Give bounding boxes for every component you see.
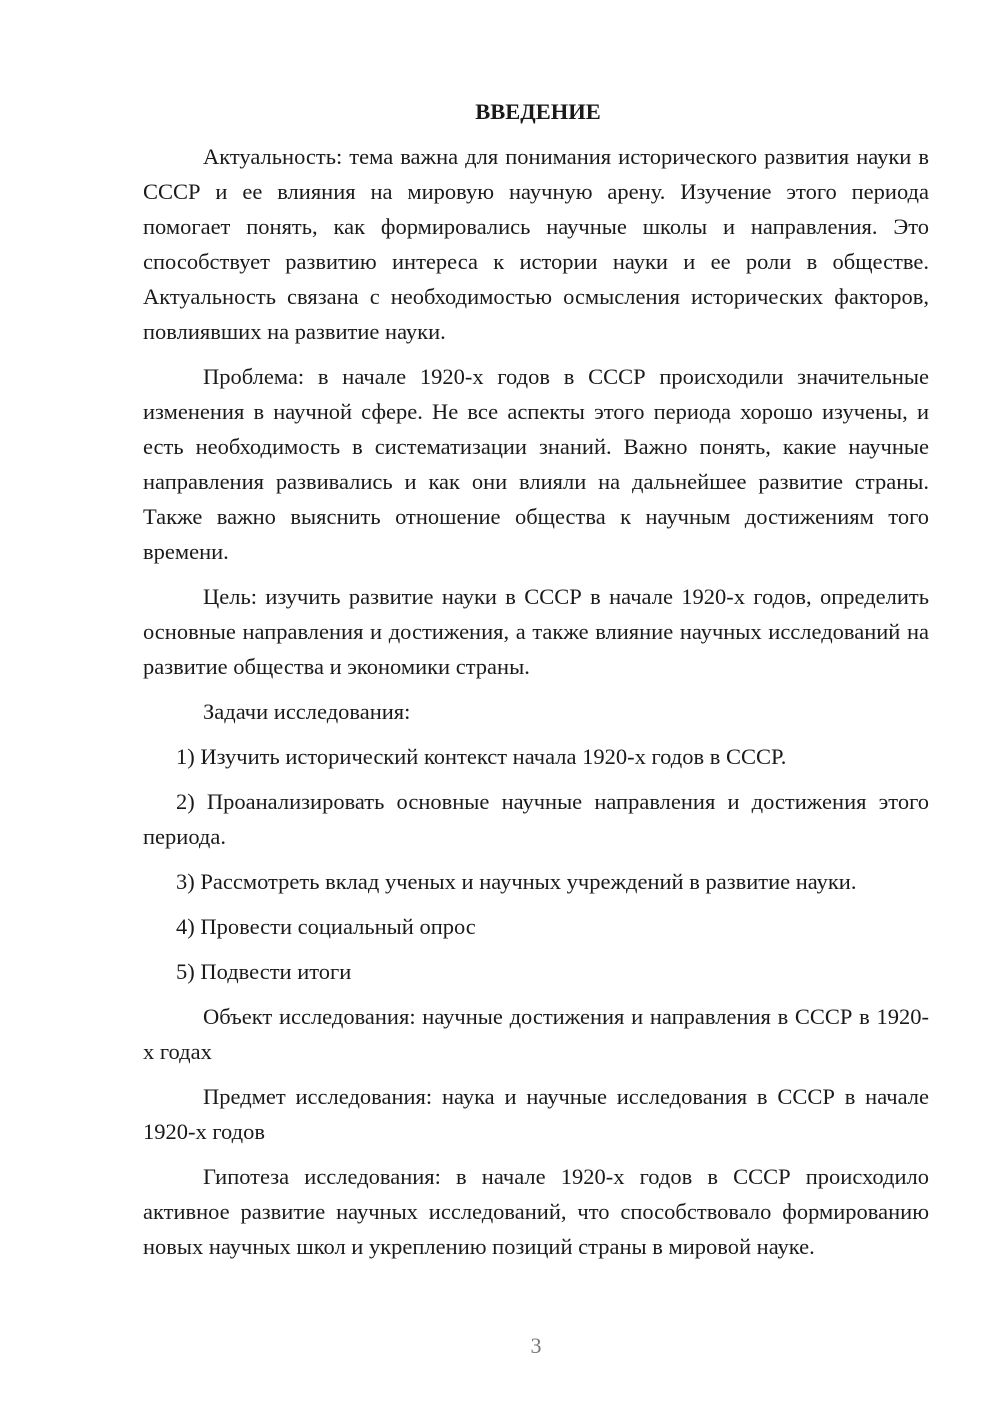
hypothesis-paragraph: Гипотеза исследования: в начале 1920-х годов в СССР происходило активное развитие научных исследований, что способствовало формированию новых научных школ и укреплению позиций страны в мировой науке. [143, 1164, 929, 1259]
task-item: 3) Рассмотреть вклад ученых и научных учреждений в развитие науки. [176, 869, 857, 894]
page-number: 3 [530, 1333, 542, 1358]
problem-paragraph: Проблема: в начале 1920-х годов в СССР происходили значительные изменения в научной сфере. Не все аспекты этого периода хорошо изучены, и есть необходимость в систематизации знаний. Важно понять, какие научные направления развивались и как они влияли на дальнейшее развитие страны. Также важно выяснить отношение общества к научным достижениям того времени. [143, 364, 929, 564]
section-title: ВВЕДЕНИЕ [475, 99, 601, 124]
goal-paragraph: Цель: изучить развитие науки в СССР в начале 1920-х годов, определить основные направления и достижения, а также влияние научных исследований на развитие общества и экономики страны. [143, 584, 929, 679]
task-item: 4) Провести социальный опрос [176, 914, 476, 939]
task-item: 5) Подвести итоги [176, 959, 352, 984]
task-item: 2) Проанализировать основные научные направления и достижения этого периода. [143, 789, 929, 849]
task-item: 1) Изучить исторический контекст начала 1920-х годов в СССР. [176, 744, 787, 769]
tasks-heading: Задачи исследования: [203, 699, 411, 724]
object-paragraph: Объект исследования: научные достижения и направления в СССР в 1920-х годах [143, 1004, 929, 1064]
relevance-paragraph: Актуальность: тема важна для понимания исторического развития науки в СССР и ее влияния на мировую научную арену. Изучение этого периода помогает понять, как формировались научные школы и направления. Это способствует развитию интереса к истории науки и ее роли в обществе. Актуальность связана с необходимостью осмысления исторических факторов, повлиявших на развитие науки. [143, 144, 929, 344]
subject-paragraph: Предмет исследования: наука и научные исследования в СССР в начале 1920-х годов [143, 1084, 929, 1144]
document-body [143, 94, 929, 1274]
